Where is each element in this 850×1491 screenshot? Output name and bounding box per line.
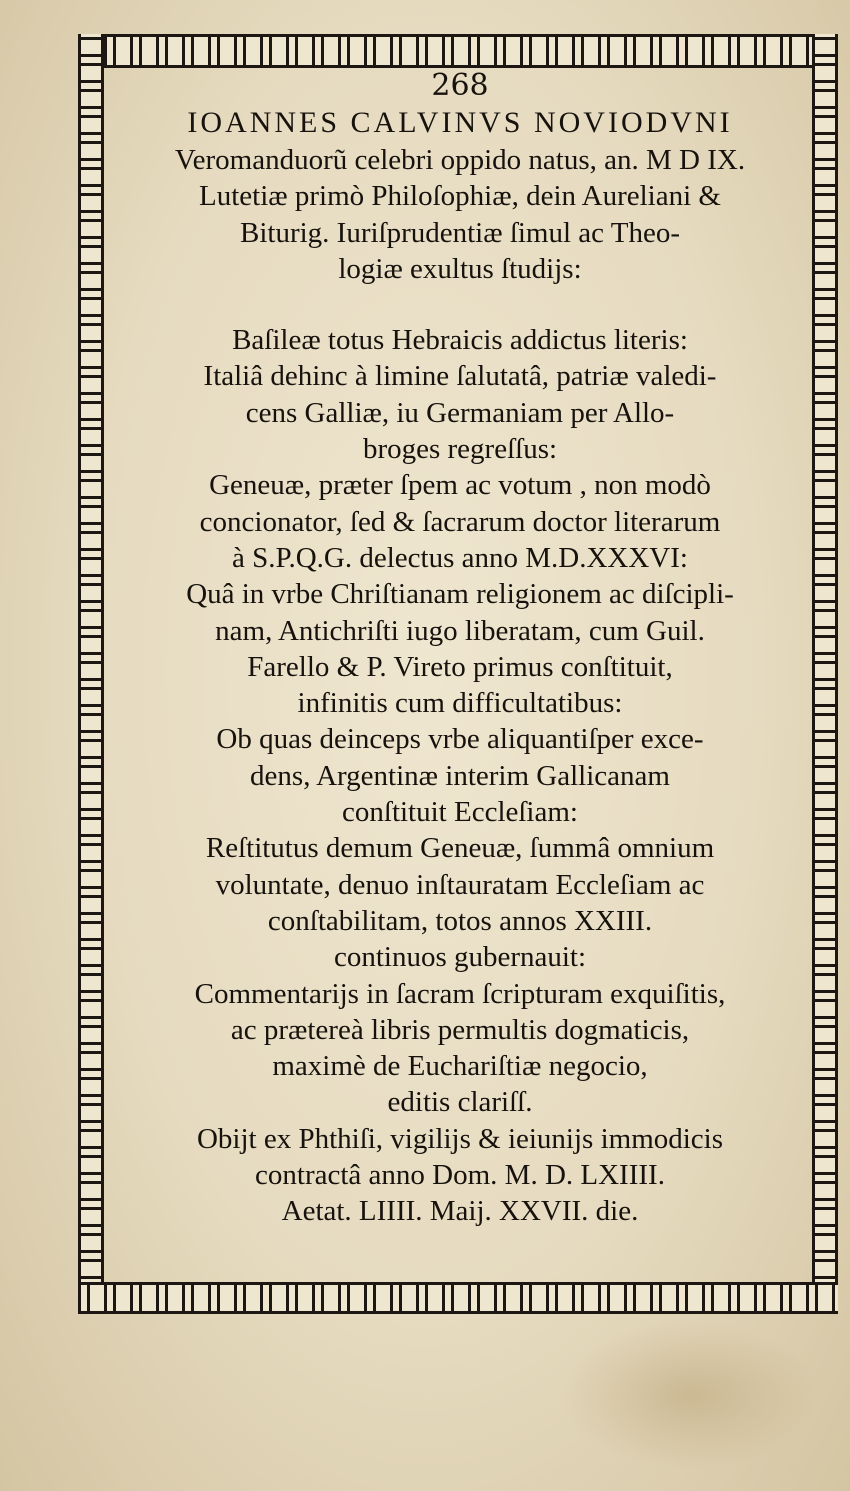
paragraph-2	[112, 322, 808, 1229]
text-line: conſtituit Eccleſiam:	[342, 796, 578, 829]
text-line: Commentarijs in ſacram ſcripturam exquiſitis,	[194, 977, 726, 1010]
ornamental-border-top	[78, 34, 838, 68]
text-line: logiæ exultus ſtudijs:	[338, 252, 582, 285]
text-line: conſtabilitam, totos annos XXIII.	[267, 904, 653, 937]
text-line: maximè de Euchariſtiæ negocio,	[272, 1050, 648, 1083]
text-line: Lutetiæ primò Philoſophiæ, dein Aureliani &	[199, 180, 721, 213]
text-line: concionator, ſed & ſacrarum doctor literarum	[199, 505, 721, 538]
text-line: Geneuæ, præter ſpem ac votum , non modò	[209, 469, 711, 502]
text-line: Obijt ex Phthiſi, vigilijs & ieiunijs immodicis	[196, 1122, 724, 1155]
text-line: Baſileæ totus Hebraicis addictus literis:	[232, 324, 688, 357]
paragraph-1	[112, 142, 808, 287]
ornamental-border-right	[812, 34, 838, 1314]
ornamental-border-left	[78, 34, 104, 1314]
text-line: Veromanduorũ celebri oppido natus, an. M D IX.	[174, 144, 746, 176]
text-block	[112, 70, 808, 1230]
text-line: dens, Argentinæ interim Gallicanam	[250, 759, 670, 792]
text-line: Italiâ dehinc à limine ſalutatâ, patriæ valedi-	[203, 360, 717, 393]
text-line: voluntate, denuo inſtauratam Eccleſiam ac	[215, 868, 705, 901]
text-line: Reſtitutus demum Geneuæ, ſummâ omnium	[205, 832, 715, 865]
paragraph-gap	[112, 287, 808, 322]
ornamental-border-bottom	[78, 1282, 838, 1314]
text-line: continuos gubernauit:	[333, 941, 587, 974]
text-line: Aetat. LIIII. Maij. XXVII. die.	[281, 1195, 639, 1228]
text-line: nam, Antichriſti iugo liberatam, cum Guil.	[215, 614, 705, 647]
text-line: Ob quas deinceps vrbe aliquantiſper exce-	[216, 723, 704, 756]
text-line: ac prætereà libris permultis dogmaticis,	[230, 1013, 690, 1046]
text-line: contractâ anno Dom. M. D. LXIIII.	[255, 1159, 665, 1192]
text-line: infinitis cum difficultatibus:	[297, 687, 623, 720]
text-line: Quâ in vrbe Chriſtianam religionem ac diſcipli-	[186, 578, 734, 611]
text-line: Biturig. Iuriſprudentiæ ſimul ac Theo-	[239, 216, 681, 249]
text-line: broges regreſſus:	[362, 433, 558, 466]
page-number: 268	[431, 68, 489, 103]
text-line: Farello & P. Vireto primus conſtituit,	[247, 650, 673, 683]
text-line: cens Galliæ, iu Germaniam per Allo-	[245, 396, 675, 429]
paper-stain	[560, 1320, 820, 1470]
text-line: editis clariſſ.	[387, 1086, 533, 1119]
heading: IOANNES CALVINVS NOVIODVNI	[187, 106, 733, 139]
text-line: à S.P.Q.G. delectus anno M.D.XXXVI:	[232, 541, 688, 574]
